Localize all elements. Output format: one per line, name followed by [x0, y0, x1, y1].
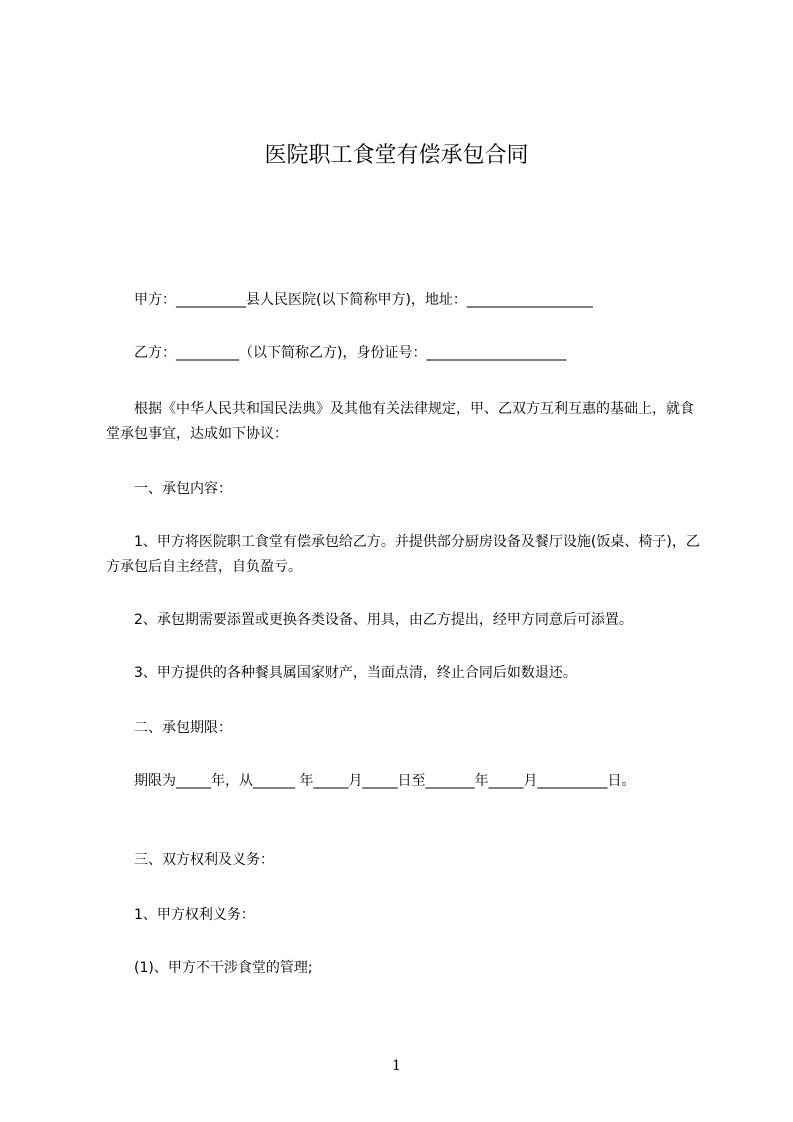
clause-3-1-1: (1)、甲方不干涉食堂的管理; [106, 960, 313, 976]
page-number: 1 [392, 1058, 401, 1074]
party-b-line: 乙方：_________（以下简称乙方)，身份证号：____________________ [106, 345, 567, 361]
clause-1-3: 3、甲方提供的各种餐具属国家财产，当面点清，终止合同后如数退还。 [106, 665, 577, 681]
preamble-paragraph: 根据《中华人民共和国民法典》及其他有关法律规定，甲、乙双方互利互惠的基础上，就食堂承包事宜，达成如下协议： [106, 401, 694, 442]
contract-title: 医院职工食堂有偿承包合同 [264, 143, 529, 168]
section-heading-term: 二、承包期限： [106, 720, 232, 736]
section-heading-rights: 三、双方权利及义务： [106, 852, 274, 868]
party-a-line: 甲方：__________县人民医院(以下简称甲方)，地址：__________________ [106, 292, 593, 308]
section-heading-scope: 一、承包内容： [106, 481, 232, 497]
subsection-party-a-rights: 1、甲方权利义务： [106, 907, 255, 923]
clause-1-1: 1、甲方将医院职工食堂有偿承包给乙方。并提供部分厨房设备及餐厅设施(饭桌、椅子)，乙方承包后自主经营，自负盈亏。 [106, 534, 700, 575]
term-clause: 期限为_____年，从______ 年_____月_____日至_______年_____月__________日。 [106, 773, 636, 789]
clause-1-2: 2、承包期需要添置或更换各类设备、用具，由乙方提出，经甲方同意后可添置。 [106, 612, 633, 628]
